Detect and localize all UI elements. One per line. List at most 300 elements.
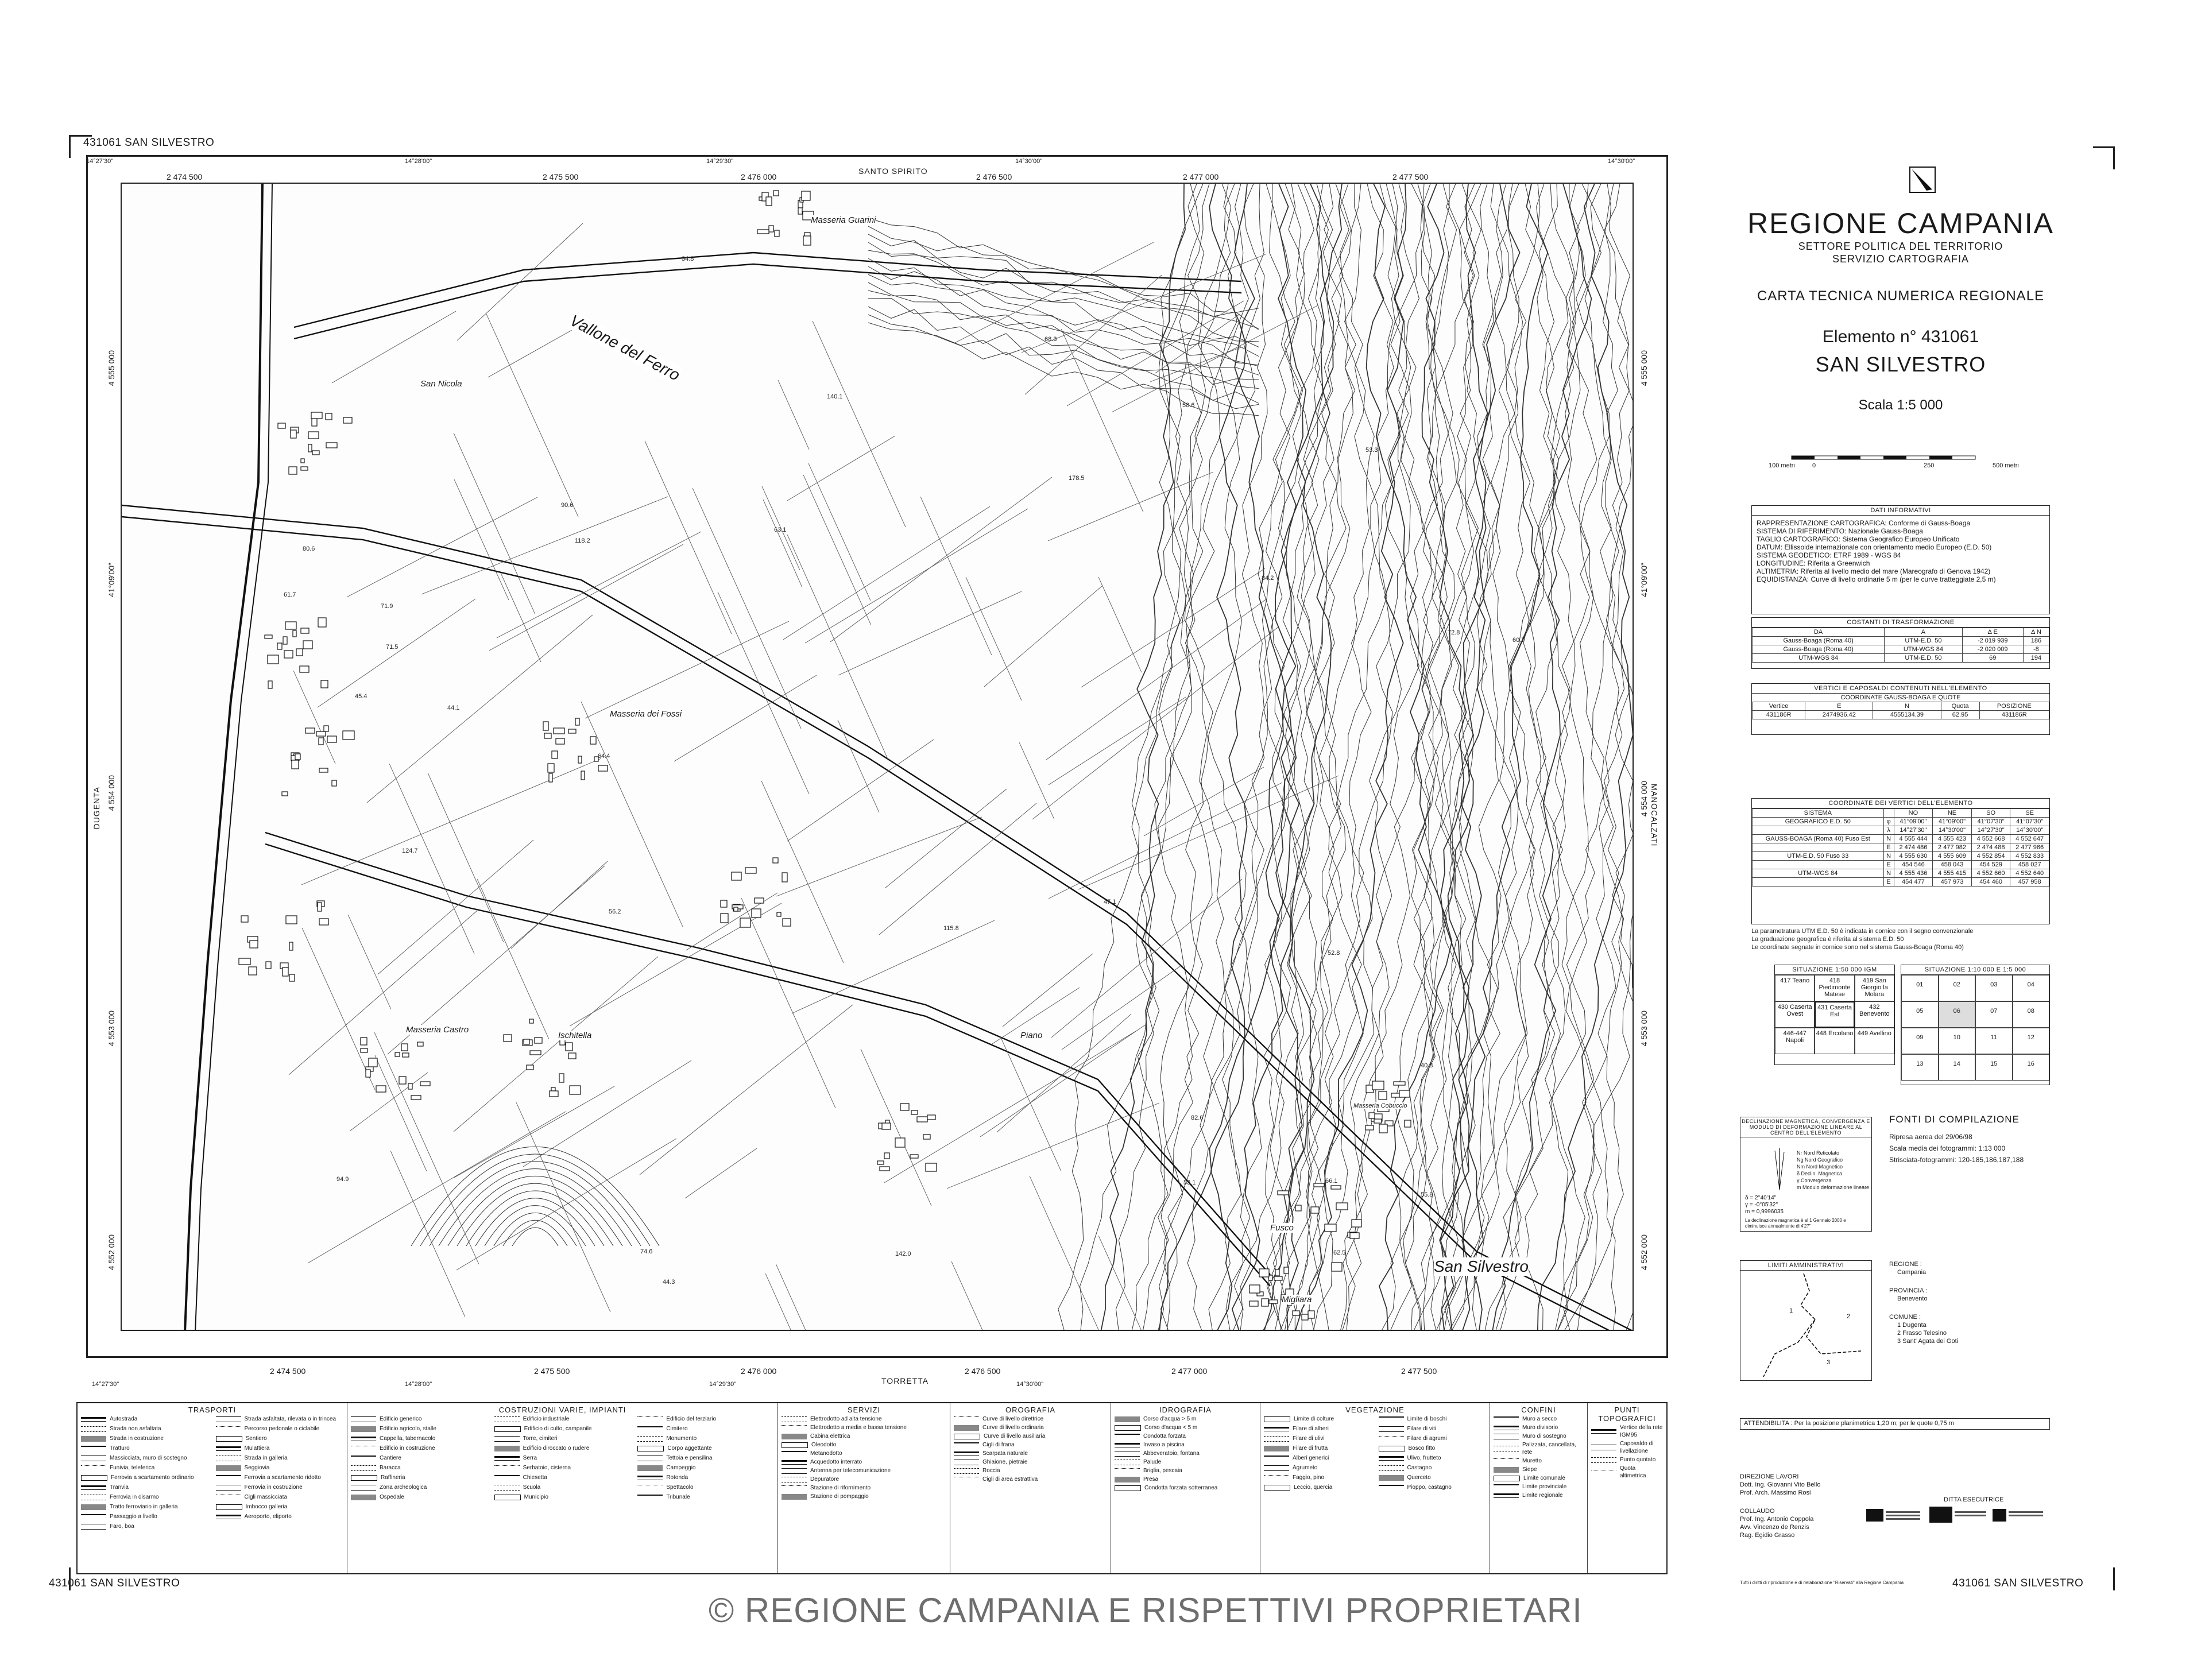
legend-item	[81, 1503, 209, 1511]
legend-section-trasporti	[78, 1403, 347, 1573]
legend-symbol	[81, 1456, 106, 1461]
building	[411, 1096, 421, 1100]
road-line	[265, 844, 1270, 1286]
legend-item-label: Ospedale	[380, 1494, 404, 1500]
legend-item	[782, 1458, 946, 1466]
situazione-50000-box	[1774, 965, 1895, 1065]
field-boundary	[367, 615, 593, 803]
contour-line	[1080, 184, 1209, 1331]
building	[343, 417, 352, 423]
field-boundary	[332, 311, 456, 383]
legend-item-label: Filare di agrumi	[1407, 1435, 1447, 1442]
building	[286, 916, 297, 924]
limiti-box	[1740, 1260, 1872, 1381]
legend-symbol	[81, 1446, 106, 1451]
legend-item-label: Depuratore	[810, 1476, 840, 1482]
legend-item	[81, 1513, 209, 1520]
contour-line	[420, 1154, 650, 1246]
table-cell	[1753, 826, 1884, 835]
legend-symbol	[81, 1426, 106, 1432]
legend-item-label: Palude	[1143, 1459, 1162, 1465]
spot-height: 142.0	[895, 1251, 911, 1257]
legend-item-label: Muro di sostegno	[1522, 1433, 1566, 1439]
building	[312, 418, 317, 426]
legend-item-label: Castagno	[1407, 1465, 1432, 1471]
contour-line	[1276, 184, 1333, 1331]
situazione-cell: 13	[1901, 1054, 1939, 1081]
legend-symbol	[782, 1425, 807, 1430]
field-boundary	[966, 577, 1022, 700]
scale-bar-label: 250	[1924, 462, 1935, 469]
building	[560, 1040, 565, 1045]
building	[1399, 1090, 1410, 1097]
coord-top-geo: 14°30'00"	[1015, 158, 1043, 165]
legend-item	[81, 1435, 209, 1442]
limiti-diagram	[1740, 1273, 1870, 1377]
legend-item-label: Filare di alberi	[1293, 1426, 1329, 1432]
contour-line	[1606, 184, 1634, 1331]
coord-bottom-x: 2 475 500	[534, 1367, 570, 1376]
legend-item	[954, 1458, 1107, 1466]
legend-item	[1264, 1415, 1372, 1423]
spot-height: 66.1	[1325, 1178, 1338, 1184]
legend-symbol	[216, 1485, 241, 1491]
legend-item-label: Scarpata naturale	[982, 1450, 1028, 1457]
legend-section-orografia	[950, 1403, 1111, 1573]
legend-item-label: Baracca	[380, 1465, 401, 1471]
neighbor-west: DUGENTA	[92, 787, 101, 830]
legend-item-label: Curve di livello direttrice	[982, 1416, 1044, 1422]
building	[1325, 1224, 1336, 1232]
legend-item-label: Corso d'acqua < 5 m	[1144, 1424, 1198, 1431]
situazione-cell: 07	[1975, 1001, 2013, 1028]
building	[895, 1138, 905, 1147]
building	[549, 773, 552, 782]
field-boundary	[1144, 767, 1264, 836]
legend-item	[782, 1441, 946, 1449]
legend-item-label: Limite di boschi	[1407, 1416, 1447, 1422]
situazione-cell: 432 Benevento	[1855, 1001, 1894, 1028]
coord-bottom-geo: 14°30'00"	[1016, 1381, 1044, 1388]
legend-item	[351, 1425, 488, 1433]
legend-item	[1115, 1458, 1256, 1466]
field-boundary	[838, 591, 1022, 675]
legend-item-label: Aeroporto, eliporto	[244, 1513, 292, 1520]
north-arrows-diagram	[1745, 1145, 1791, 1191]
legend-item	[81, 1493, 209, 1501]
building	[568, 1053, 576, 1059]
building	[361, 1038, 367, 1045]
legend-symbol	[637, 1416, 663, 1422]
building	[289, 942, 293, 950]
coord-right-y: 41°09'00"	[1639, 563, 1649, 597]
contour-line	[1431, 184, 1479, 1331]
building	[1394, 1082, 1405, 1085]
fonti-line: Scala media dei fotogrammi: 1:13 000	[1889, 1144, 2006, 1152]
collaudo-line: Prof. Ing. Antonio Coppola	[1740, 1516, 1814, 1523]
legend-item-label: Vertice della rete IGM95	[1620, 1424, 1663, 1438]
legend-symbol	[1379, 1426, 1404, 1432]
building	[318, 903, 322, 911]
place-label: Masseria Guarini	[811, 215, 876, 225]
legend-item	[954, 1424, 1107, 1431]
legend-symbol	[81, 1465, 106, 1470]
box-title: DECLINAZIONE MAGNETICA, CONVERGENZA E MODULO DI DEFORMAZIONE LINEARE AL CENTRO DELL'ELEMENTO	[1740, 1117, 1871, 1137]
table-row	[1753, 869, 2049, 878]
coord-right-y: 4 554 000	[1639, 781, 1649, 817]
building	[911, 1110, 918, 1114]
building	[1369, 1113, 1375, 1118]
legend-item-label: Massicciata, muro di sostegno	[110, 1455, 187, 1461]
spot-height: 71.9	[381, 603, 393, 610]
legend-item-label: Rotonda	[666, 1474, 688, 1481]
comune-item: 3 Sant' Agata dei Goti	[1897, 1338, 1959, 1345]
building	[324, 726, 328, 731]
legend-item-label: Monumento	[666, 1435, 697, 1442]
situazione-cell: 06	[1939, 1001, 1976, 1028]
legend-item-label: Corpo aggettante	[667, 1445, 712, 1451]
legend-item	[637, 1474, 774, 1481]
legend-symbol	[1379, 1475, 1404, 1481]
coord-right-y: 4 553 000	[1639, 1011, 1649, 1047]
costanti-box	[1751, 617, 2050, 669]
field-boundary	[378, 840, 533, 974]
legend-item-label: Seggiovia	[244, 1465, 270, 1471]
place-label: Vallone del Ferro	[567, 311, 683, 385]
legend-item	[1115, 1450, 1256, 1457]
field-boundary	[776, 1264, 861, 1331]
table-cell: 4 552 640	[2010, 869, 2049, 878]
spot-height: 118.2	[575, 537, 590, 544]
table-header-cell	[1883, 809, 1894, 818]
legend-symbol	[1264, 1456, 1289, 1461]
scale-label: Scala 1:5 000	[1858, 397, 1943, 413]
building	[504, 1035, 512, 1042]
table-cell: 454 546	[1894, 861, 1933, 869]
building	[882, 1123, 891, 1129]
building	[734, 907, 738, 911]
spot-height: 68.3	[1045, 336, 1057, 343]
legend-item	[1494, 1474, 1584, 1482]
company-logos	[1866, 1504, 2056, 1527]
legend-item	[351, 1474, 488, 1481]
legend-item-label: Filare di ulivi	[1293, 1435, 1325, 1442]
table-cell: Gauss-Boaga (Roma 40)	[1753, 637, 1885, 645]
coordinate-table	[1752, 808, 2049, 887]
legend-symbol	[494, 1456, 520, 1461]
legend-symbol	[954, 1416, 979, 1422]
table-cell: 454 529	[1971, 861, 2010, 869]
building	[769, 226, 773, 232]
contour-line	[1262, 184, 1342, 1331]
situazione-cell: 419 San Giorgio la Molara	[1855, 975, 1894, 1001]
dati-line: SISTEMA DI RIFERIMENTO: Nazionale Gauss-Boaga	[1757, 527, 1923, 535]
legend-item	[1494, 1424, 1584, 1431]
field-boundary	[1032, 627, 1278, 819]
situazione-cell: 03	[1975, 975, 2013, 1001]
legend-item-label: Scuola	[523, 1484, 541, 1491]
field-boundary	[301, 758, 601, 885]
legend-item	[1264, 1435, 1372, 1442]
legend-item-label: Abbeveratoio, fontana	[1143, 1450, 1200, 1457]
field-boundary	[389, 764, 474, 954]
building	[740, 918, 751, 927]
contour-line	[1307, 184, 1411, 1331]
table-cell: UTM-E.D. 50	[1885, 654, 1962, 663]
field-boundary	[350, 1073, 428, 1131]
field-boundary	[486, 314, 578, 517]
coordinate-notes	[1751, 927, 2061, 951]
legend-item-label: Antenna per telecomunicazione	[810, 1468, 891, 1474]
dati-line: SISTEMA GEODETICO: ETRF 1989 - WGS 84	[1757, 551, 1901, 559]
legend-section-idrografia	[1111, 1403, 1260, 1573]
legend-symbol	[954, 1468, 979, 1474]
legend-symbol	[351, 1475, 377, 1481]
spot-height: 44.1	[447, 704, 460, 711]
legend-symbol	[954, 1425, 979, 1431]
building	[745, 868, 756, 873]
legend-item-label: Siepe	[1522, 1466, 1537, 1473]
legend-item	[637, 1415, 774, 1423]
legend-item	[782, 1415, 946, 1423]
legend-symbol	[782, 1477, 807, 1482]
legend-item-label: Elettrodotto ad alta tensione	[810, 1416, 882, 1422]
table-cell: 4 555 444	[1894, 835, 1933, 843]
legend-item-label: Filare di viti	[1407, 1426, 1437, 1432]
field-boundary	[501, 573, 541, 662]
contour-line	[1266, 184, 1319, 1331]
legend-item-label: Filare di frutta	[1293, 1445, 1328, 1451]
situazione-cell: 448 Ercolano	[1815, 1028, 1854, 1054]
legend-item	[494, 1493, 631, 1501]
building	[548, 764, 554, 772]
building	[544, 733, 551, 738]
legend-symbol	[954, 1442, 979, 1448]
legend-item-label: Edificio del terziario	[666, 1416, 717, 1422]
building	[301, 459, 304, 463]
field-boundary	[523, 1060, 691, 1167]
table-cell: 4 552 660	[1971, 869, 2010, 878]
legend-symbol	[351, 1446, 376, 1451]
table-cell: 2 477 982	[1933, 843, 1972, 852]
legend-symbol	[81, 1436, 106, 1442]
building	[766, 197, 772, 206]
legend-item-label: Limite provinciale	[1522, 1484, 1567, 1490]
legend-symbol	[637, 1495, 663, 1500]
legend-symbol	[81, 1514, 106, 1520]
table-cell: 186	[2023, 637, 2049, 645]
legend-item	[216, 1425, 344, 1433]
table-header-cell: A	[1885, 628, 1962, 637]
dati-line: LONGITUDINE: Riferita a Greenwich	[1757, 559, 1870, 567]
table-cell: λ	[1883, 826, 1894, 835]
topographic-map[interactable]	[121, 183, 1634, 1331]
legend-item-label: Pioppo, castagno	[1407, 1484, 1452, 1491]
limiti-number: 3	[1827, 1359, 1831, 1366]
table-cell: 2474936.42	[1805, 711, 1873, 719]
contour-line	[485, 1206, 586, 1246]
legend-item-label: Leccio, quercia	[1294, 1484, 1333, 1491]
table-cell: -8	[2023, 645, 2049, 654]
legend-symbol	[1115, 1416, 1140, 1422]
fonti-title: FONTI DI COMPILAZIONE	[1889, 1114, 2020, 1125]
building	[301, 628, 309, 633]
legend-item-label: Zona archeologica	[380, 1484, 427, 1491]
building	[910, 1155, 918, 1158]
legend-item	[1115, 1467, 1256, 1474]
building	[773, 858, 778, 863]
field-boundary	[813, 321, 906, 527]
spot-height: 53.3	[1365, 447, 1378, 454]
building	[884, 1153, 889, 1159]
legend-section-title: PUNTI TOPOGRAFICI	[1598, 1406, 1656, 1423]
building	[880, 1167, 889, 1171]
legend-item	[216, 1464, 344, 1472]
building	[305, 728, 315, 733]
building	[395, 1052, 400, 1056]
coord-right-y: 4 555 000	[1639, 350, 1649, 386]
legend-item	[954, 1433, 1107, 1440]
building	[550, 1091, 558, 1097]
legend-item	[494, 1484, 631, 1491]
table-header-cell: Vertice	[1753, 702, 1805, 711]
building	[319, 919, 328, 925]
legend-symbol	[81, 1417, 106, 1422]
building	[249, 967, 257, 975]
coord-left-y: 4 554 000	[107, 775, 116, 811]
spot-height: 72.8	[1448, 629, 1460, 636]
legend-item	[954, 1441, 1107, 1449]
main-road	[122, 517, 1634, 1331]
table-cell: 4 552 647	[2010, 835, 2049, 843]
field-boundary	[776, 817, 982, 896]
ditta-label: DITTA ESECUTRICE	[1944, 1496, 2004, 1503]
table-row	[1753, 852, 2049, 861]
field-boundary	[955, 242, 1154, 343]
legend-item	[216, 1513, 344, 1520]
building	[1372, 1081, 1384, 1090]
field-boundary	[428, 773, 504, 942]
table-cell: E	[1883, 861, 1894, 869]
field-boundary	[951, 1261, 1009, 1331]
legend-item-label: Metanodotto	[810, 1450, 842, 1457]
table-cell	[1753, 861, 1884, 869]
field-boundary	[980, 1024, 1146, 1137]
spot-height: 115.8	[943, 925, 959, 932]
building	[732, 872, 741, 880]
legend-item-label: Alberi generici	[1293, 1455, 1329, 1461]
legend-symbol	[1494, 1446, 1519, 1451]
legend-symbol	[637, 1485, 663, 1490]
legend-item	[1494, 1492, 1584, 1499]
legend-item-label: Strada asfaltata, rilevata o in trincea	[244, 1416, 336, 1422]
building	[556, 738, 564, 744]
building	[277, 643, 282, 649]
table-header-cell: NE	[1933, 809, 1972, 818]
coord-bottom-x: 2 476 000	[741, 1367, 777, 1376]
legend-item-label: Presa	[1143, 1476, 1159, 1482]
legend-item-label: Tratturo	[110, 1445, 130, 1451]
building	[1250, 1301, 1258, 1306]
situazione-cell: 01	[1901, 975, 1939, 1001]
building	[326, 443, 337, 448]
region-title: REGIONE CAMPANIA	[1747, 207, 2054, 239]
spot-height: 60.7	[1512, 637, 1525, 644]
building	[570, 1086, 581, 1094]
situazione-cell: 417 Teano	[1775, 975, 1815, 1001]
legend-symbol	[1494, 1484, 1519, 1490]
table-header-cell: POSIZIONE	[1979, 702, 2049, 711]
field-boundary	[454, 479, 509, 600]
legend-item	[782, 1476, 946, 1483]
legend-symbol	[81, 1524, 106, 1530]
situazione-10000-box	[1901, 965, 2050, 1085]
legend-section-title: VEGETAZIONE	[1345, 1406, 1405, 1414]
table-cell: -2 019 939	[1962, 637, 2023, 645]
legend-item	[1591, 1456, 1663, 1464]
collaudo-line: COLLAUDO	[1740, 1508, 1775, 1515]
building	[598, 765, 608, 771]
building	[773, 191, 779, 196]
collaudo-line: Avv. Vincenzo de Renzis	[1740, 1524, 1809, 1531]
table-cell: -2 020 009	[1962, 645, 2023, 654]
place-label: Ischitella	[558, 1031, 592, 1040]
legend-symbol	[494, 1446, 520, 1451]
legend-item-label: Strada in galleria	[244, 1455, 288, 1461]
field-boundary	[477, 879, 549, 1039]
building	[917, 1117, 927, 1122]
coord-bottom-geo: 14°28'00"	[405, 1381, 432, 1388]
building	[1274, 1276, 1282, 1280]
situazione-cell: 446-447 Napoli	[1775, 1028, 1815, 1054]
legend-item-label: Oleodotto	[811, 1442, 837, 1448]
table-row	[1753, 711, 2049, 719]
table-cell: 457 973	[1933, 878, 1972, 887]
legend-symbol	[216, 1426, 241, 1431]
spot-height: 80.6	[303, 545, 315, 552]
spot-height: 61.7	[284, 591, 296, 598]
legend-symbol	[494, 1465, 520, 1470]
declinazione-value: γ = -0°05'32"	[1745, 1202, 1778, 1208]
legend-item	[1379, 1484, 1487, 1491]
field-boundary	[497, 532, 701, 638]
situazione-cell: 430 Caserta Ovest	[1775, 1001, 1815, 1028]
legend-item-label: Corso d'acqua > 5 m	[1143, 1416, 1197, 1422]
legend-symbol	[494, 1495, 521, 1500]
regione-value: Campania	[1897, 1269, 1927, 1276]
legend-symbol	[1264, 1427, 1289, 1431]
legend-item	[1264, 1484, 1372, 1491]
spot-height: 84.2	[1262, 575, 1274, 582]
field-boundary	[787, 740, 934, 841]
legend-item	[1115, 1484, 1256, 1492]
building	[757, 230, 769, 234]
building	[552, 751, 558, 758]
vertici-table	[1752, 702, 2049, 719]
legend-item-label: Passaggio a livello	[110, 1513, 157, 1520]
legend-item-label: Mulattiera	[244, 1445, 270, 1451]
legend-item	[494, 1464, 631, 1472]
legend-symbol	[1494, 1458, 1519, 1464]
place-label: San Nicola	[420, 379, 462, 389]
situazione-cell: 05	[1901, 1001, 1939, 1028]
table-cell: 14°30'00"	[1933, 826, 1972, 835]
field-boundary	[640, 1005, 853, 1175]
contour-line	[1161, 184, 1235, 1331]
legend-item	[494, 1474, 631, 1481]
legend-symbol	[351, 1495, 376, 1500]
legend-item	[351, 1464, 488, 1472]
